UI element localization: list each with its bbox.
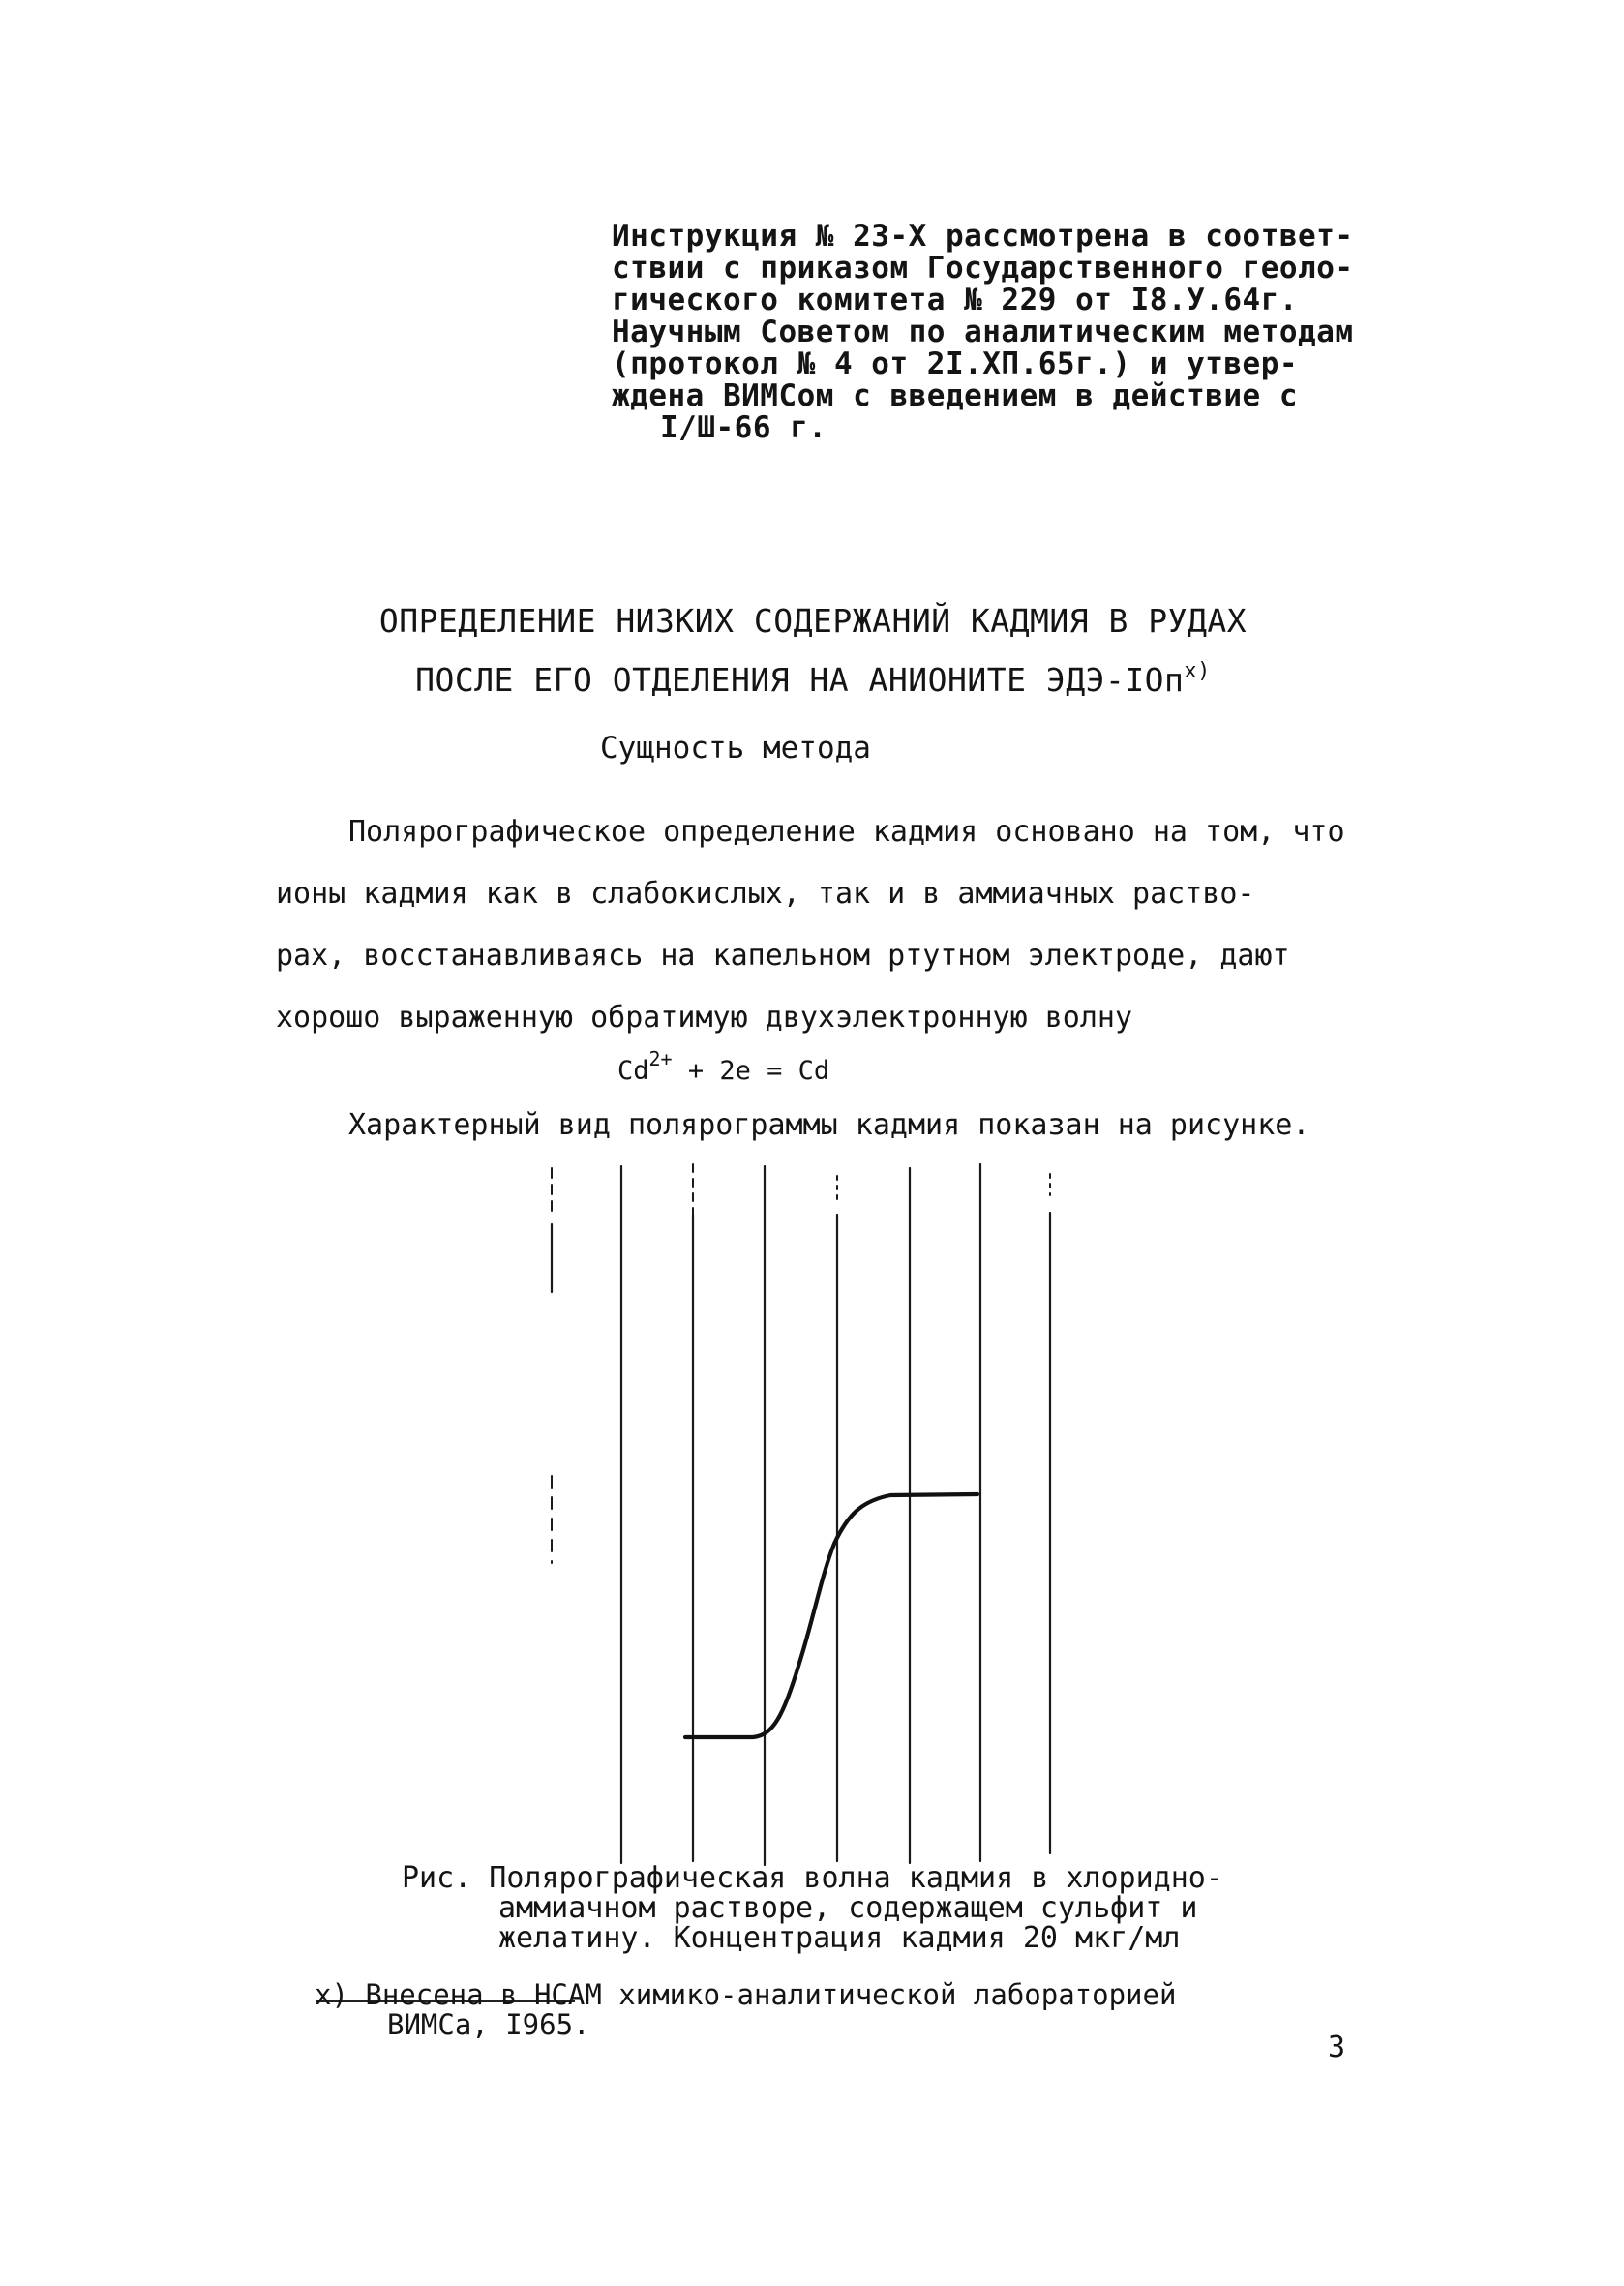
- approval-line: гического комитета № 229 от I8.У.64г.: [612, 283, 1299, 317]
- footnote-line: x) Внесена в НСАМ химико-аналитической лабораторией: [315, 1978, 1177, 2011]
- paragraph-line: хорошо выраженную обратимую двухэлектронную волну: [276, 1001, 1133, 1035]
- title-line-2-text: ПОСЛЕ ЕГО ОТДЕЛЕНИЯ НА АНИОНИТЕ ЭДЭ-IОп: [415, 661, 1185, 699]
- approval-line: Инструкция № 23-Х рассмотрена в соответ-: [612, 219, 1354, 254]
- formula-rest: + 2e = Cd: [672, 1056, 830, 1086]
- section-heading: Сущность метода: [600, 731, 871, 766]
- figure-intro: Характерный вид полярограммы кадмия показан на рисунке.: [348, 1108, 1310, 1142]
- formula-charge: 2+: [648, 1047, 673, 1070]
- paragraph-line: ионы кадмия как в слабокислых, так и в аммиачных раство-: [276, 877, 1255, 911]
- approval-line: (протокол № 4 от 2I.ХП.65г.) и утвер-: [612, 346, 1299, 381]
- cadmium-wave-curve: [685, 1494, 977, 1737]
- paragraph-line: рах, восстанавливаясь на капельном ртутном электроде, дают: [276, 939, 1290, 973]
- approval-line: ствии с приказом Государственного геоло-: [612, 251, 1354, 286]
- footnote-line: ВИМСа, I965.: [387, 2008, 590, 2041]
- approval-line: ждена ВИМСом с введением в действие с: [612, 378, 1299, 413]
- approval-line: I/Ш-66 г.: [660, 410, 827, 445]
- approval-note: [612, 221, 1579, 444]
- paragraph-line: Полярографическое определение кадмия основано на том, что: [348, 815, 1345, 849]
- caption-line: желатину. Концентрация кадмия 20 мкг/мл: [498, 1921, 1181, 1955]
- formula-lhs: Cd: [617, 1056, 649, 1086]
- approval-line: Научным Советом по аналитическим методам: [612, 315, 1354, 349]
- title-footnote-mark: x): [1184, 659, 1211, 683]
- title-line-1: ОПРЕДЕЛЕНИЕ НИЗКИХ СОДЕРЖАНИЙ КАДМИЯ В РУДАХ: [378, 602, 1248, 640]
- page-number: 3: [1328, 2030, 1346, 2064]
- polarogram-figure: [523, 1157, 1065, 1873]
- document-title: [290, 596, 1336, 706]
- caption-line: Рис. Полярографическая волна кадмия в хлоридно-: [402, 1861, 1223, 1895]
- caption-line: аммиачном растворе, содержащем сульфит и: [498, 1891, 1198, 1925]
- footnote: [315, 1980, 1379, 2040]
- method-paragraph: [276, 801, 1379, 1049]
- title-line-2: [290, 647, 1336, 706]
- figure-caption: [402, 1863, 1369, 1953]
- reaction-formula: [617, 1047, 829, 1086]
